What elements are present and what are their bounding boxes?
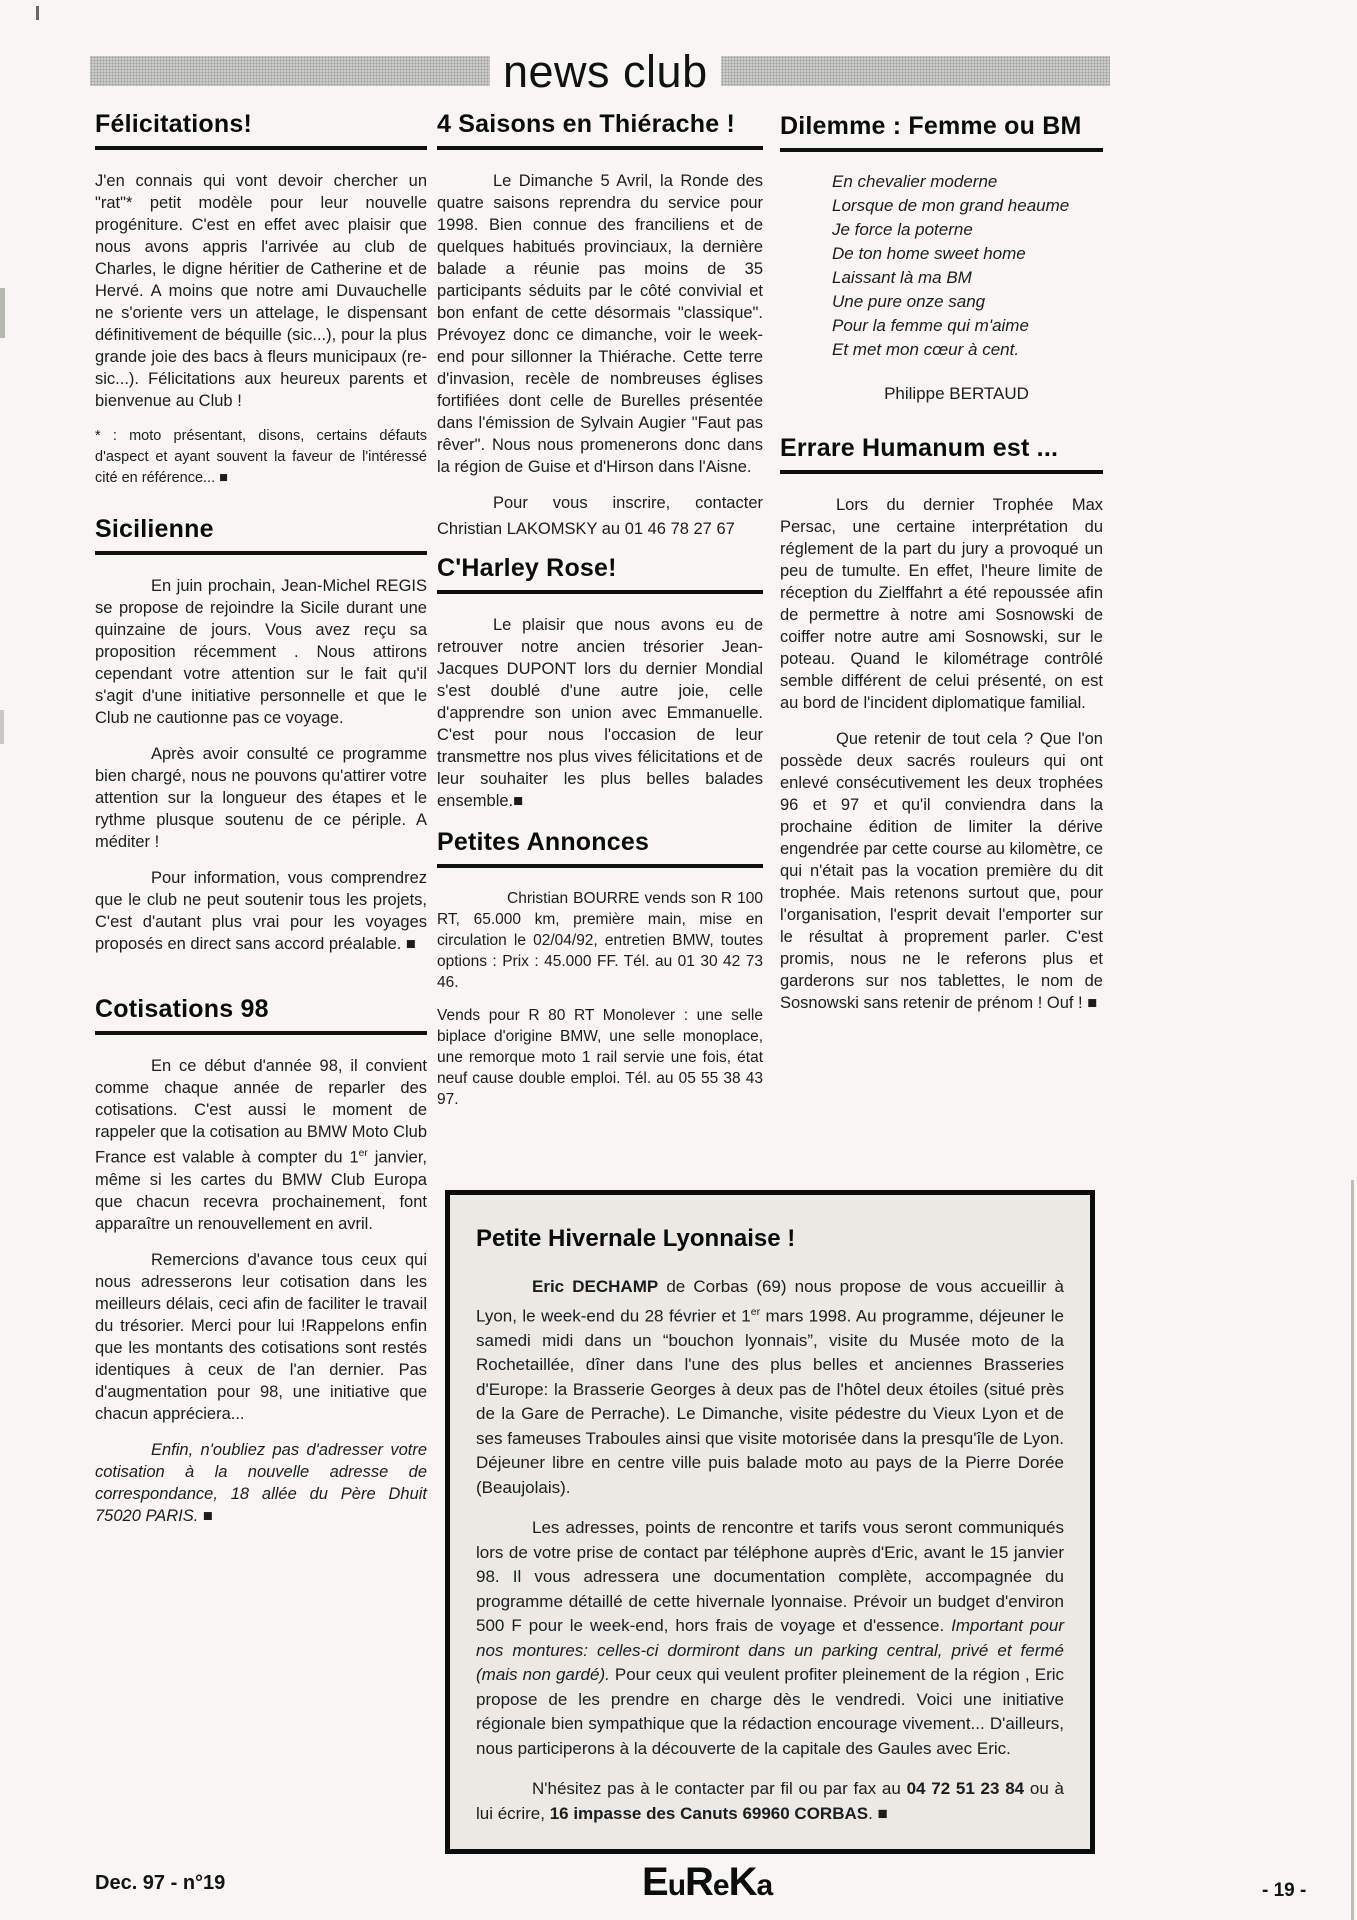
poem-line: Et met mon cœur à cent. bbox=[832, 340, 1020, 359]
paragraph: Le Dimanche 5 Avril, la Ronde des quatre saisons reprendra du service pour 1998. Bien connue des franciliens et de quelques habitués provinciaux, la dernière balade a réunie pas moins de 35 participants séduits par le côté convivial et bon enfant de cette désormais "classique". Prévoyez donc ce dimanche, voir le week-end pour sillonner la Thiérache. Cette terre d'invasion, recèle de nombreuses églises fortifiées dont celle de Burelles présentée dans l'émission de Sylvain Augier "Faut pas rêver". Nous nous promenerons donc dans la région de Guise et d'Hirson dans l'Aisne. bbox=[437, 172, 763, 476]
title-cotisations: Cotisations 98 bbox=[95, 995, 269, 1023]
scan-artifact-right-edge bbox=[1351, 1180, 1354, 1920]
paragraph: Remercions d'avance tous ceux qui nous adresserons leur cotisation dans les meilleurs délais, ceci afin de faciliter le travail du trésorier. Merci pour lui !Rappelons enfin que les montants des cotisations sont restés identiques à ceux de l'an dernier. Pas d'augmentation pour 98, une initiative que chacun appréciera... bbox=[95, 1250, 427, 1423]
page-title: news club bbox=[503, 45, 708, 97]
title-petites-annonces: Petites Annonces bbox=[437, 828, 650, 856]
poem-signature: Philippe BERTAUD bbox=[884, 384, 1029, 403]
column-middle bbox=[437, 110, 763, 1122]
title-underline bbox=[437, 864, 763, 868]
column-right bbox=[780, 112, 1103, 1028]
article-sicilienne bbox=[95, 515, 427, 955]
title-underline bbox=[437, 146, 763, 150]
page-header bbox=[90, 45, 1110, 97]
scan-artifact-left-edge-1 bbox=[0, 288, 5, 338]
article-4-saisons bbox=[437, 110, 763, 540]
footer-page-number: - 19 - bbox=[1262, 1880, 1307, 1901]
scan-artifact-left-edge-2 bbox=[0, 710, 4, 744]
paragraph: Eric DECHAMP de Corbas (69) nous propose de vous accueillir à Lyon, le week-end du 28 février et 1er mars 1998. Au programme, déjeuner le samedi midi dans un “bouchon lyonnais”, visite du Musée moto de la Rochetaillée, dîner dans l'une des plus belles et anciennes Brasseries d'Europe: la Brasserie Georges à deux pas de l'hôtel deux étoiles (situé près de la Gare de Perrache). Le Dimanche, visite pédestre du Vieux Lyon et de ses fameuses Traboules ainsi que visite motorisée dans la presqu'île de Lyon. Déjeuner libre en centre ville puis balade moto au pays de la Pierre Dorée (Beaujolais). bbox=[476, 1277, 1065, 1497]
article-body bbox=[780, 494, 1103, 1014]
title-underline bbox=[95, 551, 427, 555]
article-body bbox=[95, 1055, 427, 1527]
title-underline bbox=[780, 470, 1103, 474]
article-body bbox=[95, 170, 427, 489]
paragraph: Que retenir de tout cela ? Que l'on possède deux sacrés rouleurs qui ont enlevé consécutivement les deux trophées 96 et 97 et qu'il conviendra dans la prochaine édition de limiter la dérive engendrée par cette course au kilomètre, ce qui n'était pas la vocation première du dit trophée. Mais retenons surtout que, pour l'organisation, l'esprit devait l'emporter sur le résultat à proprement parler. C'est promis, nous ne le referons plus et garderons sur nos tablettes, le nom de Sosnowski sans retenir de prénom ! Ouf ! ■ bbox=[780, 730, 1103, 1012]
article-body bbox=[437, 888, 763, 1110]
article-petites-annonces bbox=[437, 828, 763, 1110]
title-charley-rose: C'Harley Rose! bbox=[437, 554, 617, 582]
title-4-saisons: 4 Saisons en Thiérache ! bbox=[437, 110, 735, 138]
paragraph: En ce début d'année 98, il convient comme chaque année de reparler des cotisations. C'est aussi le moment de rappeler que la cotisation au BMW Moto Club France est valable à compter du 1er janvier, même si les cartes du BMW Club Europa que chacun recevra prochainement, font apparaître un renouvellement en avril. bbox=[95, 1057, 427, 1233]
poem-line: De ton home sweet home bbox=[832, 244, 1026, 263]
paragraph: Les adresses, points de rencontre et tarifs vous seront communiqués lors de votre prise de contact par téléphone auprès d'Eric, avant le 15 janvier 98. Il vous adressera une documentation complète, accompagnée du programme détaillé de cette hivernale lyonnaise. Prévoir un budget d'environ 500 F pour le week-end, hors frais de voyage et d'essence. Important pour nos montures: celles-ci dormiront dans un parking central, privé et fermé (mais non gardé). Pour ceux qui veulent profiter pleinement de la région , Eric propose de les prendre en charge dès le vendredi. Voici une initiative régionale bien sympathique que la rédaction encourage vivement... D'ailleurs, nous participerons à la découverte de la capitale des Gaules avec Eric. bbox=[476, 1518, 1065, 1758]
paragraph: N'hésitez pas à le contacter par fil ou par fax au 04 72 51 23 84 ou à lui écrire, 16 impasse des Canuts 69960 CORBAS. ■ bbox=[476, 1779, 1064, 1823]
classified-ad: Christian BOURRE vends son R 100 RT, 65.000 km, première main, mise en circulation le 02/04/92, entretien BMW, toutes options : Prix : 45.000 FF. Tél. au 01 30 42 73 46. bbox=[437, 890, 763, 991]
article-body bbox=[437, 170, 763, 540]
poem-line: Lorsque de mon grand heaume bbox=[832, 196, 1070, 215]
paragraph: Après avoir consulté ce programme bien chargé, nous ne pouvons qu'attirer votre attention sur la longueur des étapes et le rythme plusque soutenu de ce périple. A méditer ! bbox=[95, 745, 427, 851]
poem-line: Pour la femme qui m'aime bbox=[832, 316, 1029, 335]
contact-intro: Pour vous inscrire, contacter bbox=[493, 494, 763, 512]
footnote: * : moto présentant, disons, certains défauts d'aspect et ayant souvent la faveur de l'intéressé cité en référence... ■ bbox=[95, 428, 427, 486]
article-charley-rose bbox=[437, 554, 763, 812]
title-underline bbox=[95, 146, 427, 150]
title-underline bbox=[437, 590, 763, 594]
paragraph: Pour information, vous comprendrez que le club ne peut soutenir tous les projets, C'est d'autant plus vrai pour les voyages proposés en direct sans accord préalable. ■ bbox=[95, 869, 427, 953]
title-petite-hivernale: Petite Hivernale Lyonnaise ! bbox=[476, 1225, 796, 1252]
poem-line: Laissant là ma BM bbox=[832, 268, 972, 287]
halftone-bar-left bbox=[90, 56, 490, 86]
title-underline bbox=[95, 1031, 427, 1035]
title-errare-humanum: Errare Humanum est ... bbox=[780, 434, 1059, 462]
article-petite-hivernale-box bbox=[445, 1190, 1095, 1854]
paragraph: En juin prochain, Jean-Michel REGIS se propose de rejoindre la Sicile durant une quinzaine de jours. Vous avez reçu sa proposition récemment . Nous attirons cependant votre attention sur le fait qu'il s'agit d'une initiative personnelle et que le Club ne cautionne pas ce voyage. bbox=[95, 577, 427, 727]
contact-name: Christian LAKOMSKY au 01 46 78 27 67 bbox=[437, 520, 735, 538]
paragraph-italic: Enfin, n'oubliez pas d'adresser votre cotisation à la nouvelle adresse de correspondance, 18 allée du Père Dhuit 75020 PARIS. ■ bbox=[95, 1440, 427, 1525]
title-felicitations: Félicitations! bbox=[95, 110, 252, 138]
article-body bbox=[95, 575, 427, 955]
poem bbox=[832, 170, 1103, 362]
article-errare-humanum bbox=[780, 434, 1103, 1014]
classified-ad: Vends pour R 80 RT Monolever : une selle biplace d'origine BMW, une selle monoplace, une remorque moto 1 rail servie une fois, état neuf cause double emploi. Tél. au 05 55 38 43 97. bbox=[437, 1007, 763, 1108]
poem-line: En chevalier moderne bbox=[832, 172, 998, 191]
eureka-logo: EuReKa bbox=[642, 1860, 773, 1904]
article-felicitations bbox=[95, 110, 427, 489]
poem-line: Je force la poterne bbox=[832, 220, 973, 239]
column-left bbox=[95, 110, 427, 1541]
poem-line: Une pure onze sang bbox=[832, 292, 986, 311]
title-dilemme: Dilemme : Femme ou BM bbox=[780, 112, 1082, 140]
article-body bbox=[437, 614, 763, 812]
article-cotisations bbox=[95, 995, 427, 1527]
scan-artifact-topleft bbox=[36, 6, 39, 20]
halftone-bar-right bbox=[721, 56, 1110, 86]
paragraph: Le plaisir que nous avons eu de retrouver notre ancien trésorier Jean-Jacques DUPONT lors du dernier Mondial s'est doublé d'une autre joie, celle d'apprendre son union avec Emmanuelle. C'est pour nous l'occasion de leur transmettre nos plus vives félicitations et de leur souhaiter les plus belles balades ensemble.■ bbox=[437, 616, 763, 810]
paragraph: Lors du dernier Trophée Max Persac, une certaine interprétation du réglement de la part du jury a provoqué un peu de tumulte. En effet, l'heure limite de réception du Zielffahrt a été repoussée afin de permettre à notre ami Sosnowski de coiffer notre autre ami Sosnowski, sur le poteau. Quand le kilométrage contrôlé semble différent de celui présenté, on est au bord de l'incident diplomatique familial. bbox=[780, 496, 1103, 712]
title-sicilienne: Sicilienne bbox=[95, 515, 214, 543]
paragraph: J'en connais qui vont devoir chercher un "rat"* petit modèle pour leur nouvelle progéniture. C'est en effet avec plaisir que nous avons appris l'arrivée au club de Charles, le digne héritier de Catherine et de Hervé. A moins que notre ami Duvauchelle ne s'oriente vers un attelage, le dispensant définitivement de béquille (sic...), pour la plus grande joie des bacs à fleurs municipaux (re-sic...). Félicitations aux heureux parents et bienvenue au Club ! bbox=[95, 172, 427, 410]
footer-issue-label: Dec. 97 - n°19 bbox=[95, 1872, 226, 1894]
article-dilemme bbox=[780, 112, 1103, 404]
title-underline bbox=[780, 148, 1103, 152]
